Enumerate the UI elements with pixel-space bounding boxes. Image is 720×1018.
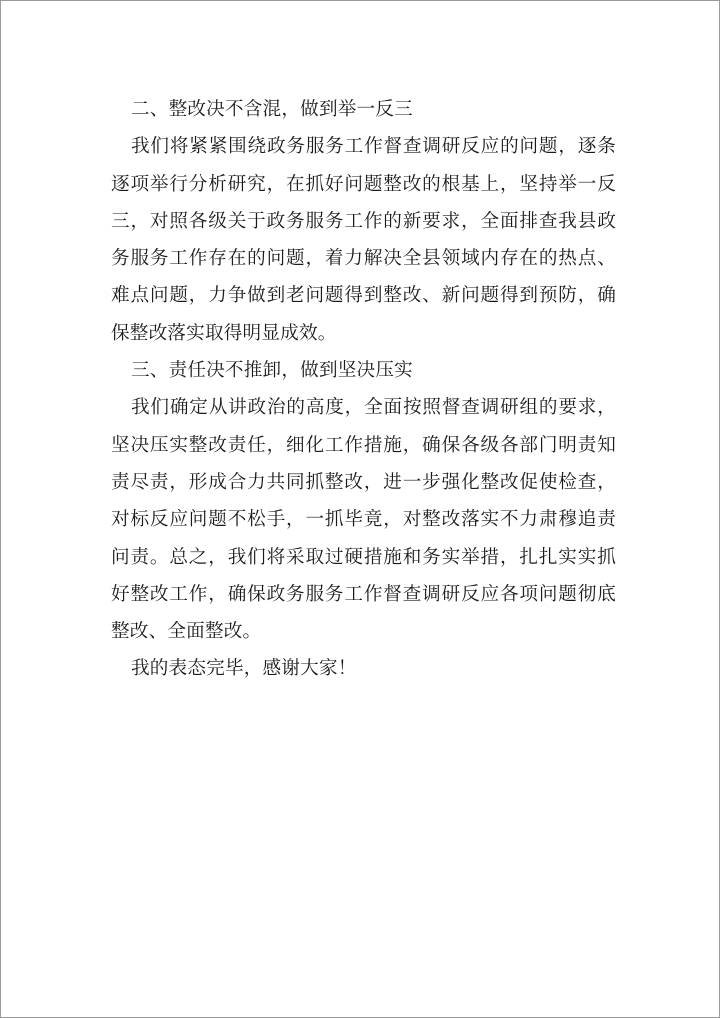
document-body <box>111 91 616 688</box>
closing-remark: 我的表态完毕，感谢大家！ <box>131 658 357 680</box>
section-2-paragraph: 我们将紧紧围绕政务服务工作督查调研反应的问题，逐条逐项举行分析研究，在抓好问题整改的根基上，坚持举一反三，对照各级关于政务服务工作的新要求，全面排查我县政务服务工作存在的问题，着力解决全县领域内存在的热点、难点问题，力争做到老问题得到整改、新问题得到预防，确保整改落实取得明显成效。 <box>111 136 616 344</box>
section-3-heading: 三、责任决不推卸，做到坚决压实 <box>131 360 413 382</box>
section-3-paragraph: 我们确定从讲政治的高度，全面按照督查调研组的要求，坚决压实整改责任，细化工作措施，确保各级各部门明责知责尽责，形成合力共同抓整改，进一步强化整改促使检查，对标反应问题不松手，一抓毕竟，对整改落实不力肃穆追责问责。总之，我们将采取过硬措施和务实举措，扎扎实实抓好整改工作，确保政务服务工作督查调研反应各项问题彻底整改、全面整改。 <box>111 397 616 643</box>
section-2-heading: 二、整改决不含混，做到举一反三 <box>131 99 413 120</box>
